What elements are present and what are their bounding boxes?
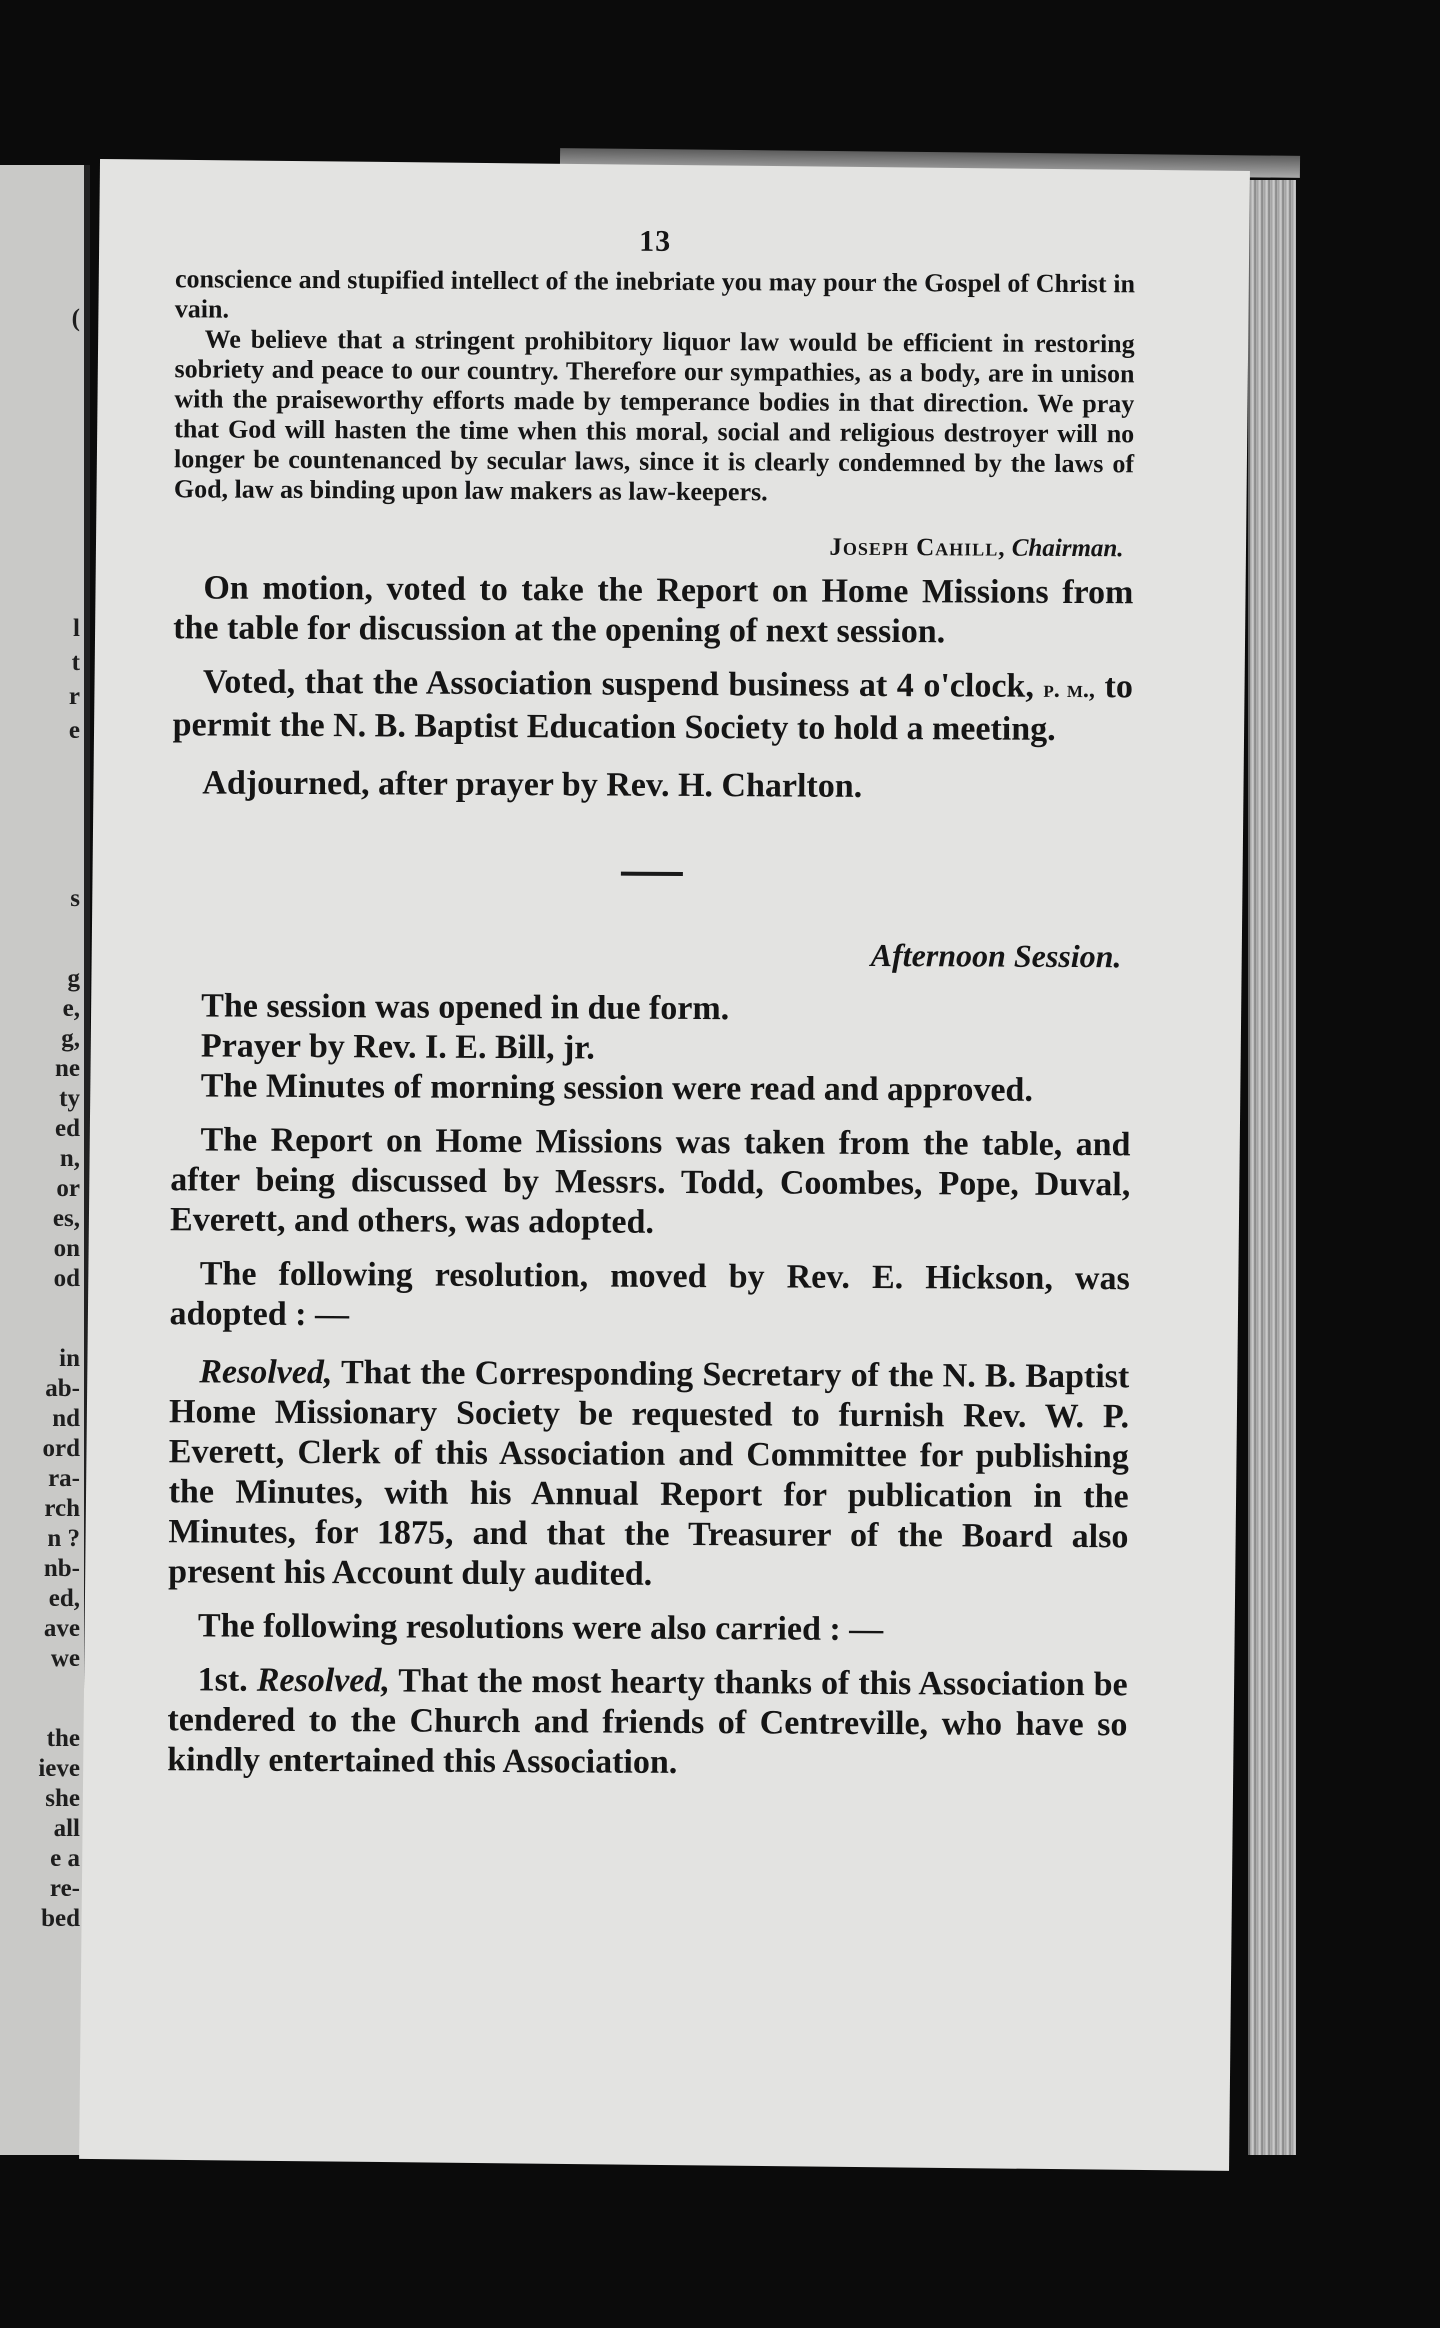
facing-page-text: s (70, 885, 80, 912)
facing-page-text: nd (52, 1405, 80, 1432)
facing-page-text: ra- (48, 1465, 80, 1492)
facing-page-text: n, (59, 1145, 80, 1172)
resolution-lead: Resolved, (199, 1353, 333, 1392)
first-resolution-number: 1st. (197, 1661, 248, 1699)
facing-page-text: g (67, 965, 80, 992)
vote-text-end: to permit the N. B. Baptist Education Society to hold a meeting. (172, 668, 1133, 748)
facing-page-text: re- (49, 1875, 80, 1902)
book-page (79, 159, 1250, 2171)
facing-page-text: ord (42, 1435, 80, 1462)
facing-page-text: ed (55, 1115, 80, 1142)
facing-page-text: ab- (45, 1375, 80, 1402)
facing-page-fragment (0, 165, 90, 2155)
facing-page-text: e (68, 717, 80, 744)
afternoon-line: The following resolution, moved by Rev. E. Hickson, was adopted : — (169, 1255, 1130, 1334)
afternoon-line: The Minutes of morning session were read and approved. (200, 1067, 1033, 1109)
section-heading: Afternoon Session. (870, 936, 1122, 975)
page-content (167, 222, 1135, 1785)
vote-text-start: Voted, that the Association suspend business at 4 o'clock, (202, 663, 1034, 705)
facing-page-text: g, (61, 1025, 80, 1052)
facing-page-text: od (53, 1265, 80, 1292)
also-carried-line: The following resolutions were also carried : — (197, 1607, 884, 1649)
facing-page-text: ( (71, 305, 80, 332)
page-number: 13 (639, 224, 672, 258)
section-divider (621, 872, 683, 876)
facing-page-text: l (73, 615, 80, 642)
facing-page-text: r (68, 683, 80, 710)
resolution-paragraph (168, 1352, 1129, 1597)
afternoon-line: The session was opened in due form. (201, 987, 730, 1028)
afternoon-line: The Report on Home Missions was taken from the table, and after being discussed by Messrs. Todd, Coombes, Pope, Duval, Everett, and others, was adopted. (169, 1121, 1131, 1241)
facing-page-text: she (45, 1785, 80, 1812)
first-resolution-paragraph (167, 1660, 1128, 1785)
signature-title: Chairman. (1011, 534, 1124, 563)
first-resolution-text: That the most hearty thanks of this Association be tendered to the Church and friends of Centreville, who have so kindly entertained this Association. (167, 1662, 1128, 1781)
facing-page-text: rch (44, 1495, 80, 1522)
facing-page-text: es, (52, 1205, 80, 1232)
facing-page-text: all (53, 1815, 80, 1842)
facing-page-text: in (59, 1345, 80, 1372)
facing-page-text: n ? (47, 1525, 80, 1552)
signature-name: Joseph Cahill, (829, 533, 1006, 562)
vote-paragraph (173, 662, 1133, 750)
facing-page-text: e a (50, 1845, 80, 1872)
facing-page-text: on (53, 1235, 80, 1262)
motion-paragraph: On motion, voted to take the Report on Home Missions from the table for discussion at the opening of next session. (173, 569, 1134, 651)
adjourned-line: Adjourned, after prayer by Rev. H. Charlton. (202, 764, 863, 805)
report-paragraph: We believe that a stringent prohibitory liquor law would be efficient in restoring sobriety and peace to our country. Therefore our sympathies, as a body, are in unison with the praiseworthy efforts made by temperance bodies in that direction. We pray that God will hasten the time when this moral, social and religious destroyer will no longer be countenanced by secular laws, since it is clearly condemned by the laws of God, law as binding upon law makers as law-keepers. (173, 324, 1135, 507)
vote-time-marker: p. m., (1043, 676, 1096, 704)
resolution-text: That the Corresponding Secretary of the N. B. Baptist Home Missionary Society be requested to furnish Rev. W. P. Everett, Clerk of this Association and Committee for publishing the Minutes, with his Annual Report for publication in the Minutes, for 1875, and that the Treasurer of the Board also present his Account duly audited. (168, 1354, 1130, 1593)
facing-page-text: ave (43, 1615, 80, 1642)
page-stack-edge (1248, 180, 1296, 2155)
report-signature (174, 530, 1124, 563)
facing-page-text: the (46, 1725, 80, 1752)
facing-page-text: we (50, 1645, 80, 1672)
facing-page-text: ne (55, 1055, 80, 1082)
facing-page-text: t (71, 649, 80, 676)
afternoon-line: Prayer by Rev. I. E. Bill, jr. (200, 1027, 595, 1067)
facing-page-text: ed, (48, 1585, 80, 1612)
report-paragraph: conscience and stupified intellect of the inebriate you may pour the Gospel of Christ in vain. (174, 264, 1136, 324)
facing-page-text: nb- (43, 1555, 80, 1582)
first-resolution-lead: Resolved, (256, 1661, 390, 1700)
facing-page-text: bed (41, 1905, 80, 1932)
facing-page-text: ieve (38, 1755, 80, 1782)
facing-page-text: ty (59, 1085, 80, 1112)
facing-page-text: e, (62, 995, 80, 1022)
facing-page-text: or (56, 1175, 80, 1202)
